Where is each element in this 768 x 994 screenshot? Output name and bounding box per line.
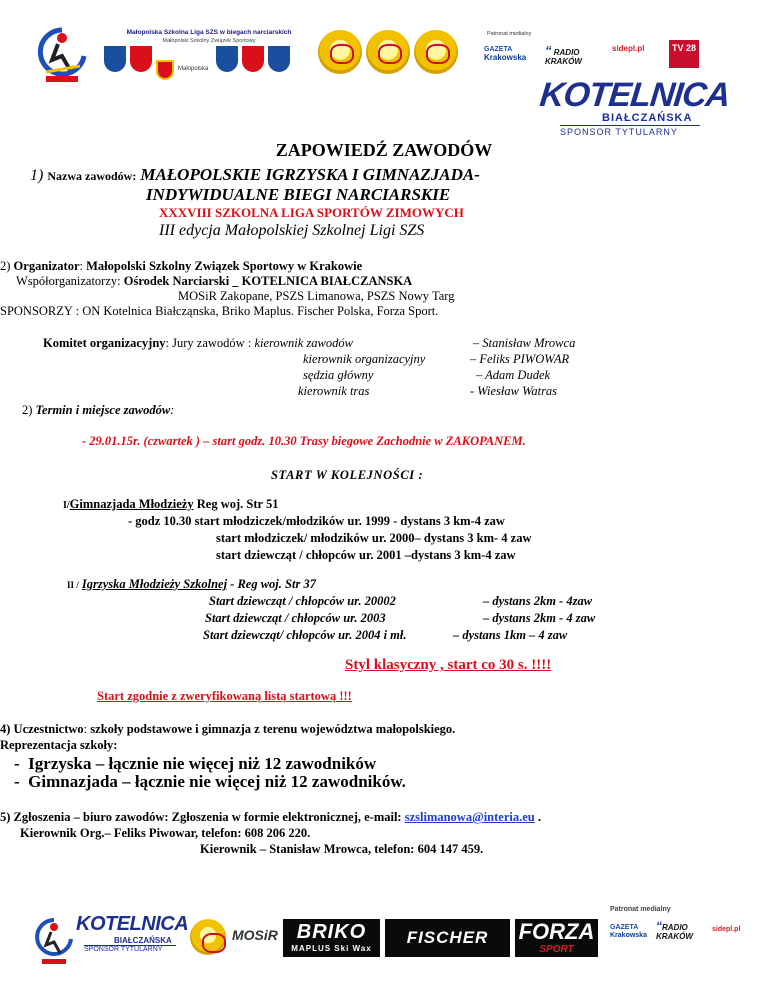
coorganizers-value: Ośrodek Narciarski _ KOTELNICA BIAŁCZANSKA	[123, 274, 413, 288]
start-list-note: Start zgodnie z zweryfikowaną listą startową !!!	[97, 689, 352, 703]
patron-label: Patronat medialny	[610, 906, 671, 913]
group-1-heading	[63, 497, 278, 512]
list-item-text: Igrzyska – łącznie nie więcej niż 12 zawodników	[28, 754, 377, 773]
sidepl-logo: sidepl.pl	[712, 926, 741, 933]
contact-line: Kierownik – Stanisław Mrowca, telefon: 604 147 459.	[200, 842, 484, 856]
organizer-value: Małopolski Szkolny Związek Sportowy w Krakowie	[86, 259, 363, 273]
organizer-label: Organizator	[13, 259, 80, 273]
kotelnica-sub: BIAŁCZAŃSKA	[602, 112, 693, 124]
szs-medal-icon	[414, 30, 458, 74]
coorganizers-line	[16, 274, 412, 288]
date-place-label: Termin i miejsce zawodów	[35, 403, 171, 417]
kotelnica-word: KOTELNICA	[76, 913, 189, 935]
kotelnica-word: KOTELNICA	[538, 76, 732, 114]
start-order-heading: START W KOLEJNOŚCI :	[271, 468, 424, 482]
jury-role: kierownik organizacyjny	[303, 352, 426, 366]
footer-logos	[0, 905, 768, 985]
edition-line: III edycja Małopolskiej Szkolnej Ligi SZS	[159, 222, 425, 239]
gazeta-krakowska-logo	[610, 924, 647, 940]
sponsors-line: SPONSORZY : ON Kotelnica Białcząnska, Briko Maplus. Fischer Polska, Forza Sport.	[0, 304, 439, 318]
league-banner	[104, 29, 314, 45]
applications-tail: .	[537, 810, 541, 824]
list-item-text: Gimnazjada – łącznie nie więcej niż 12 zawodników.	[28, 772, 406, 791]
sidepl-logo: sidepl.pl	[612, 44, 645, 53]
radio-krakow-logo	[545, 43, 582, 66]
city-crest-icon	[104, 46, 126, 72]
date-place-heading: 2) Termin i miejsce zawodów:	[22, 403, 175, 417]
city-crest-icon	[216, 46, 238, 72]
league-banner-line2: Małopolski Szkolny Związek Sportowy	[162, 38, 256, 44]
group-title: Igrzyska Młodzieży Szkolnej	[81, 577, 228, 591]
section-1-name: 1) Nazwa zawodów: MAŁOPOLSKIE IGRZYSKA I GIMNAZJADA-	[30, 165, 480, 184]
city-crest-icon	[130, 46, 152, 72]
committee-line: Komitet organizacyjny: Jury zawodów : kierownik zawodów	[43, 336, 353, 350]
section-number: 2)	[22, 403, 33, 417]
coorganizers-label: Współorganizatorzy:	[16, 274, 121, 288]
szs-skier-icon	[36, 26, 88, 84]
group-reg: - Reg woj. Str 37	[230, 577, 316, 591]
group-2-line-right: – dystans 1km – 4 zaw	[453, 628, 568, 642]
group-number: II /	[67, 580, 79, 590]
jury-name: – Stanisław Mrowca	[473, 336, 576, 350]
section-number: 2)	[0, 259, 11, 273]
sponsor-caption: SPONSOR TYTULARNY	[560, 125, 700, 137]
kotelnica-sub: BIAŁCZAŃSKA	[114, 936, 172, 945]
coorganizers-line2: MOSiR Zakopane, PSZS Limanowa, PSZS Nowy Targ	[178, 289, 455, 303]
gazeta-line1: GAZETA	[610, 924, 639, 931]
participation-label: Uczestnictwo	[13, 722, 84, 736]
radio-line2: KRAKÓW	[545, 57, 582, 66]
city-crest-icon	[268, 46, 290, 72]
group-2-heading	[67, 577, 316, 591]
sponsor-caption: SPONSOR TYTULARNY	[84, 945, 176, 953]
applications-line: 5) Zgłoszenia – biuro zawodów: Zgłoszenia w formie elektronicznej, e-mail: szslimanowa@interia.eu .	[0, 810, 541, 824]
group-2-line-right: – dystans 2km - 4zaw	[483, 594, 593, 608]
forza-sub: SPORT	[539, 944, 574, 955]
participation-line: 4) Uczestnictwo: szkoły podstawowe i gimnazja z terenu województwa małopolskiego.	[0, 722, 456, 736]
group-2-line-left: Start dziewcząt / chłopców ur. 20002	[209, 594, 396, 608]
doc-title: ZAPOWIEDŹ ZAWODÓW	[275, 140, 493, 160]
header-logos	[0, 0, 768, 140]
group-2-line-left: Start dziewcząt/ chłopców ur. 2004 i mł.	[203, 628, 407, 642]
section-number: 4)	[0, 722, 11, 736]
tv28-logo: TV 28	[669, 40, 699, 68]
patron-label: Patronat medialny	[487, 31, 532, 37]
radio-line2: KRAKÓW	[656, 932, 693, 941]
forza-logo	[515, 919, 598, 957]
briko-logo	[283, 919, 380, 957]
competition-name-line1: MAŁOPOLSKIE IGRZYSKA I GIMNAZJADA-	[140, 165, 480, 184]
jury-name: – Feliks PIWOWAR	[470, 352, 570, 366]
gazeta-line1: GAZETA	[484, 46, 513, 53]
szs-medal-icon	[318, 30, 362, 74]
city-crest-icon	[242, 46, 264, 72]
gazeta-krakowska-logo	[484, 46, 526, 62]
league-name: XXXVIII SZKOLNA LIGA SPORTÓW ZIMOWYCH	[159, 205, 464, 220]
kotelnica-logo	[76, 913, 189, 975]
briko-word: BRIKO	[296, 921, 367, 943]
malopolska-label: Małopolska	[178, 66, 209, 72]
jury-role: kierownik tras	[298, 384, 370, 398]
committee-label: Komitet organizacyjny	[43, 336, 166, 350]
szs-skier-icon	[34, 917, 74, 967]
group-title: Gimnazjada Młodzieży	[69, 497, 194, 511]
applications-value: Zgłoszenia w formie elektronicznej, e-mail:	[171, 810, 402, 824]
szs-medal-icon	[366, 30, 410, 74]
kotelnica-logo	[538, 76, 732, 138]
section-number: 1)	[30, 167, 44, 184]
section-label: Nazwa zawodów	[47, 169, 133, 183]
contact-line: Kierownik Org.– Feliks Piwowar, telefon: 608 206 220.	[20, 826, 311, 840]
list-item: - Igrzyska – łącznie nie więcej niż 12 zawodników	[14, 754, 377, 773]
email-link[interactable]: szslimanowa@interia.eu	[404, 810, 535, 824]
list-item: - Gimnazjada – łącznie nie więcej niż 12 zawodników.	[14, 772, 406, 791]
date-place-value: - 29.01.15r. (czwartek ) – start godz. 10.30 Trasy biegowe Zachodnie w ZAKOPANEM.	[82, 434, 526, 448]
jury-role: kierownik zawodów	[254, 336, 353, 350]
representation-label: Reprezentacja szkoły:	[0, 738, 118, 752]
quote-icon: “	[545, 43, 552, 58]
participation-value: szkoły podstawowe i gimnazja z terenu województwa małopolskiego.	[90, 722, 456, 736]
league-banner-line1: Małopolska Szkolna Liga SZS w biegach narciarskich	[126, 29, 292, 36]
gazeta-line2: Krakowska	[484, 53, 527, 62]
szs-medal-icon	[190, 919, 226, 955]
jury-label: Jury zawodów :	[172, 336, 252, 350]
malopolska-crest-icon	[156, 60, 174, 80]
radio-line1: RADIO	[662, 923, 688, 932]
group-1-line: - godz 10.30 start młodziczek/młodzików ur. 1999 - dystans 3 km-4 zaw	[128, 514, 505, 528]
jury-name: – Adam Dudek	[476, 368, 551, 382]
section-number: 5)	[0, 810, 11, 824]
competition-name-line2: INDYWIDUALNE BIEGI NARCIARSKIE	[146, 185, 451, 204]
mosir-logo: MOSiR	[232, 927, 278, 943]
quote-icon: “	[656, 919, 662, 933]
group-reg: Reg woj. Str 51	[196, 497, 279, 511]
jury-name: - Wiesław Watras	[470, 384, 558, 398]
fischer-logo: FISCHER	[385, 919, 510, 957]
jury-role: sędzia główny	[303, 368, 374, 382]
radio-krakow-logo	[656, 919, 693, 941]
group-1-line: start młodziczek/ młodzików ur. 2000– dystans 3 km- 4 zaw	[216, 531, 532, 545]
gazeta-line2: Krakowska	[610, 932, 647, 939]
forza-word: FORZA	[518, 919, 595, 944]
applications-label: Zgłoszenia – biuro zawodów	[13, 810, 165, 824]
group-1-line: start dziewcząt / chłopców ur. 2001 –dystans 3 km-4 zaw	[216, 548, 516, 562]
style-note: Styl klasyczny , start co 30 s. !!!!	[345, 657, 552, 673]
group-2-line-left: Start dziewcząt / chłopców ur. 2003	[205, 611, 386, 625]
group-2-line-right: – dystans 2km - 4 zaw	[483, 611, 596, 625]
organizer-line: 2) Organizator: Małopolski Szkolny Związek Sportowy w Krakowie	[0, 259, 363, 273]
radio-line1: RADIO	[553, 48, 580, 57]
group-number: I/	[63, 500, 70, 511]
briko-sub: MAPLUS Ski Wax	[291, 944, 372, 953]
